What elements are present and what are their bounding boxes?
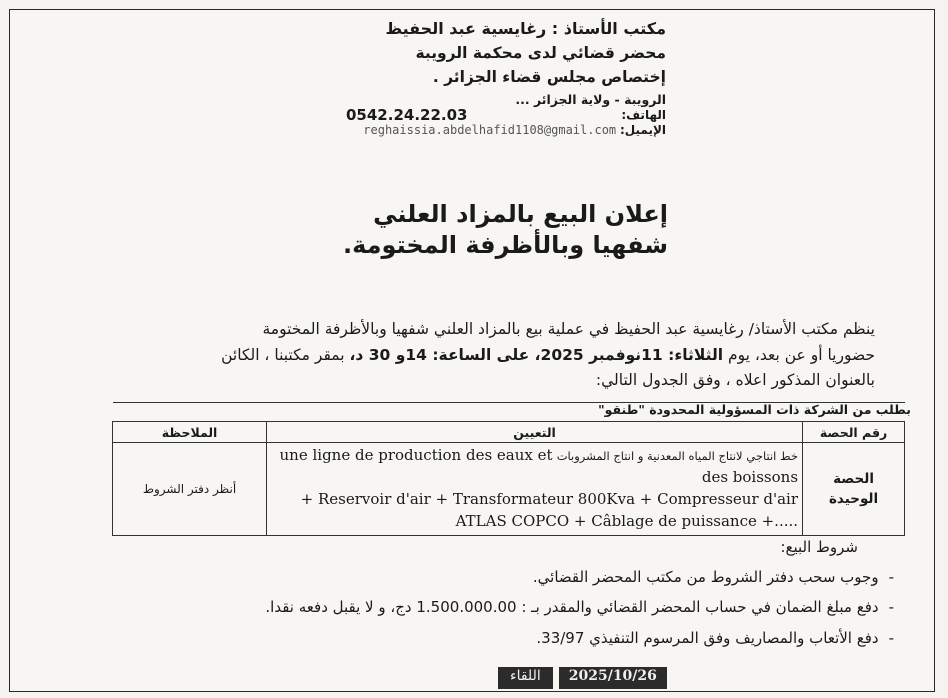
table-header-row	[113, 422, 905, 443]
description-cell	[267, 443, 803, 536]
office-name: مكتب الأستاذ : رغايسية عبد الحفيظ	[385, 19, 666, 38]
condition-item: -دفع الأتعاب والمصاريف وفق المرسوم التنفيذي 33/97.	[536, 629, 894, 647]
condition-item: -وجوب سحب دفتر الشروط من مكتب المحضر القضائي.	[532, 568, 894, 586]
auction-date-time: الثلاثاء: 11نوفمبر 2025، على الساعة: 14و 30 د،	[349, 346, 724, 364]
condition-text: دفع الأتعاب والمصاريف وفق المرسوم التنفيذي 33/97.	[536, 629, 879, 647]
conditions-title: شروط البيع:	[780, 538, 858, 556]
description-french-1: une ligne de production des eaux et des boissons	[279, 446, 799, 486]
header-description: التعيين	[267, 422, 803, 443]
condition-text: دفع مبلغ الضمان في حساب المحضر القضائي والمقدر بـ : 1.500.000.00 دج، و لا يقبل دفعه نقدا.	[265, 598, 879, 616]
description-french-2: + Reservoir d'air + Transformateur 800Kva + Compresseur d'air ATLAS COPCO + Câblage de puissance +.....	[300, 490, 799, 530]
table-caption: بطلب من الشركة ذات المسؤولية المحدودة "طنقو"	[598, 402, 911, 417]
jurisdiction: إختصاص مجلس قضاء الجزائر .	[432, 68, 666, 86]
phone-label: الهاتف:	[621, 108, 666, 122]
intro-line-1: ينظم مكتب الأستاذ/ رغايسية عبد الحفيظ في عملية بيع بالمزاد العلني شفهيا وبالأظرفة المختومة	[262, 320, 875, 338]
announcement-subtitle: شفهيا وبالأظرفة المختومة.	[342, 231, 668, 259]
footer	[498, 667, 667, 689]
table-row	[113, 443, 905, 536]
bailiff-title: محضر قضائي لدى محكمة الرويبة	[415, 44, 666, 62]
intro-line-2	[55, 346, 875, 364]
phone-number: 0542.24.22.03	[346, 106, 468, 124]
header-notes: الملاحظة	[113, 422, 267, 443]
intro-line-2-post: بمقر مكتبنا ، الكائن	[221, 346, 345, 364]
announcement-title: إعلان البيع بالمزاد العلني	[373, 200, 668, 228]
header-lot: رقم الحصة	[803, 422, 905, 443]
email-label: الإيميل:	[619, 123, 666, 137]
email-line	[282, 123, 666, 137]
condition-text: وجوب سحب دفتر الشروط من مكتب المحضر القضائي.	[532, 568, 879, 586]
intro-line-2-pre: حضوريا أو عن بعد، يوم	[728, 346, 875, 364]
footer-label: اللقاء	[498, 667, 553, 689]
description-arabic: خط انتاجي لانتاج المياه المعدنية و انتاج المشروبات	[556, 449, 799, 463]
caption-row	[113, 403, 905, 422]
address: الرويبة - ولاية الجزائر ...	[515, 92, 666, 107]
email-address: reghaissia.abdelhafid1108@gmail.com	[363, 123, 617, 137]
intro-line-3: بالعنوان المذكور اعلاه ، وفق الجدول التالي:	[595, 371, 875, 389]
notes-cell: أنظر دفتر الشروط	[113, 443, 267, 536]
condition-item: -دفع مبلغ الضمان في حساب المحضر القضائي والمقدر بـ : 1.500.000.00 دج، و لا يقبل دفعه نقدا.	[265, 598, 894, 616]
lot-cell: الحصة الوحيدة	[803, 443, 905, 536]
lots-table	[112, 402, 905, 536]
footer-date: 2025/10/26	[559, 667, 667, 689]
